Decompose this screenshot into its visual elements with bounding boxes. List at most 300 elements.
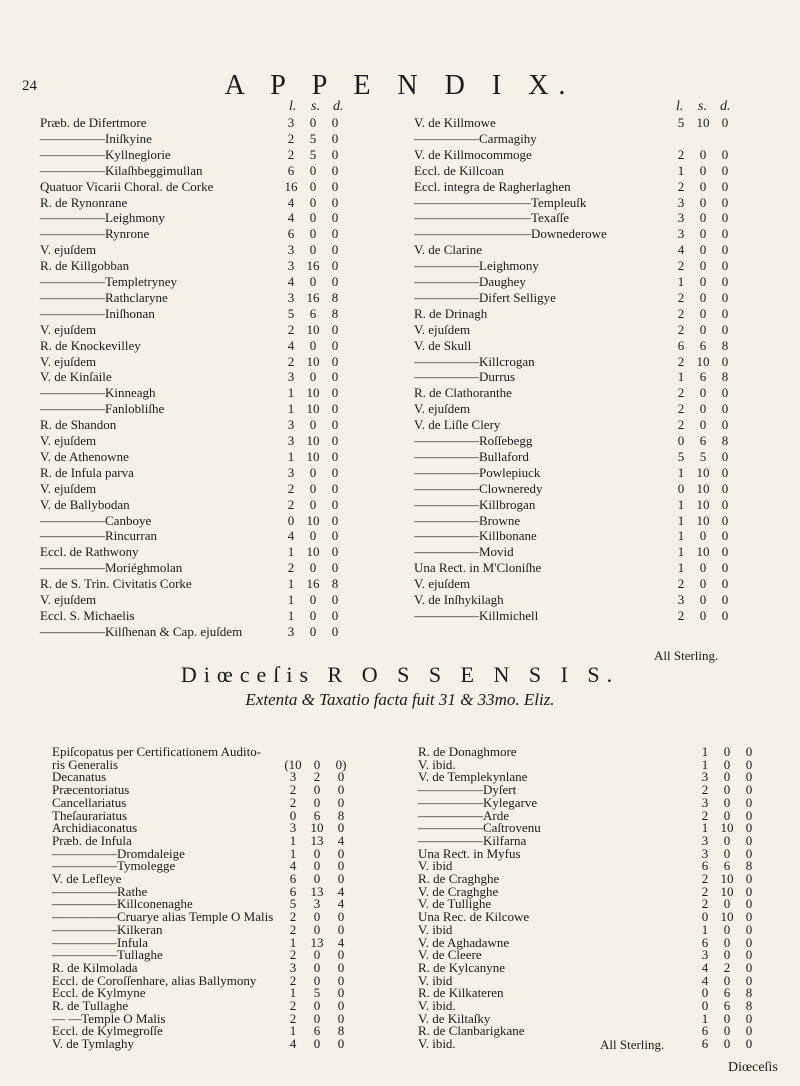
amount-pounds: 3	[677, 194, 685, 210]
amount-pence: 0	[721, 560, 729, 576]
entry-name: Eccl. de Killcoan	[414, 162, 504, 178]
amount-pounds: 2	[287, 130, 295, 146]
amount-shillings: 0	[309, 194, 317, 210]
amount-shillings: 0	[313, 921, 321, 937]
amount-pounds: 6	[701, 858, 709, 874]
amount-shillings: 0	[699, 321, 707, 337]
entry-name: —————Kylegarve	[418, 794, 538, 810]
amount-shillings: 5	[309, 146, 317, 162]
amount-pence: 0	[331, 353, 339, 369]
amount-pounds: 2	[701, 883, 709, 899]
amount-pence: 0	[721, 289, 729, 305]
amount-shillings: 0	[309, 496, 317, 512]
amount-pounds: 3	[289, 820, 297, 836]
amount-pounds: 3	[701, 794, 709, 810]
entry-name: Eccl. de Rathwony	[40, 544, 139, 560]
amount-pounds: 4	[287, 210, 295, 226]
amount-pounds: 3	[287, 433, 295, 448]
amount-pounds: 2	[287, 496, 295, 512]
amount-shillings: 10	[720, 883, 734, 899]
amount-pence: 0	[331, 162, 339, 178]
amount-pence: 0	[721, 528, 729, 544]
amount-pounds: 6	[677, 337, 685, 353]
amount-shillings: 10	[306, 544, 320, 560]
entry-name: Decanatus	[52, 769, 107, 785]
amount-pence: 0	[331, 178, 339, 194]
amount-pence: 0	[337, 947, 345, 963]
entry-name: V. de Inſhykilagh	[414, 592, 504, 607]
amount-pence: 0	[337, 845, 345, 861]
amount-pence: 0	[331, 210, 339, 226]
entry-name: V. de Killmowe	[414, 115, 496, 130]
entry-name: Eccl. de Coroſſenhare, alias Ballymony	[52, 972, 257, 988]
amount-shillings: 6	[309, 305, 317, 321]
entry-name: —————Dyſert	[418, 782, 517, 798]
amount-pence: 0	[721, 226, 729, 242]
amount-shillings: 10	[306, 448, 320, 464]
entry-name: —————Kilfarna	[418, 832, 527, 848]
amount-pounds: 1	[677, 274, 685, 289]
header-left-l: l.	[289, 99, 297, 114]
entry-name: R. de Killgobban	[40, 258, 130, 274]
amount-pence: 0	[721, 607, 729, 623]
entry-name: V. ejuſdem	[40, 480, 97, 496]
amount-shillings: 0	[309, 210, 317, 226]
entry-name: —————————Texaſſe	[414, 210, 570, 226]
catchword: Diœceſis	[728, 1060, 778, 1075]
amount-pounds: 1	[677, 496, 685, 512]
entry-name: Una Reƈt. in M'Cloniſhe	[414, 560, 542, 576]
amount-shillings: 0	[309, 560, 317, 576]
amount-shillings: 0	[309, 464, 317, 480]
amount-pounds: 1	[701, 744, 709, 759]
entry-name: —————————Templeuſk	[414, 194, 587, 210]
amount-pounds: 1	[677, 369, 685, 385]
amount-pounds: 4	[287, 337, 295, 353]
amount-shillings: 0	[309, 242, 317, 258]
amount-pounds: 1	[287, 576, 295, 592]
entry-name: R. de Shandon	[40, 417, 117, 433]
amount-pounds: 2	[677, 401, 685, 417]
amount-pounds: 4	[701, 972, 709, 988]
amount-pounds: 2	[289, 947, 297, 963]
entry-name: Epiſcopatus per Certificationem Audito-	[52, 744, 262, 759]
amount-pence: 0	[745, 756, 753, 772]
amount-pence: 8	[745, 998, 753, 1013]
diocese-title: Diœceſis R O S S E N S I S.	[180, 662, 620, 687]
amount-pence: 0	[331, 385, 339, 401]
amount-pounds: 1	[701, 1010, 709, 1026]
amount-pounds: 3	[287, 242, 295, 258]
entry-name: —————Iniſkyine	[40, 130, 152, 146]
amount-pence: 0	[331, 274, 339, 289]
entry-name: V. ibid.	[418, 756, 456, 772]
amount-shillings: 10	[720, 871, 734, 886]
amount-pounds: 6	[287, 226, 295, 242]
amount-pounds: 1	[677, 560, 685, 576]
amount-shillings: 10	[720, 820, 734, 836]
entry-name: —————Templetryney	[40, 274, 178, 289]
amount-pence: 0	[331, 607, 339, 623]
amount-pence: 0	[721, 401, 729, 417]
entry-name: R. de Drinagh	[414, 305, 488, 321]
amount-shillings: 10	[696, 496, 710, 512]
amount-shillings: 0	[699, 146, 707, 162]
amount-shillings: 0	[723, 832, 731, 848]
amount-pounds: 0	[287, 512, 295, 528]
entry-name: —————Daughey	[414, 274, 526, 289]
amount-shillings: 0	[699, 560, 707, 576]
amount-shillings: 10	[696, 512, 710, 528]
entry-name: —————Iniſhonan	[40, 305, 155, 321]
entry-name: —————Killcrogan	[414, 353, 535, 369]
amount-pence: 0	[331, 448, 339, 464]
entry-name: V. ejuſdem	[40, 433, 97, 448]
amount-shillings: 0	[309, 480, 317, 496]
amount-shillings: 0	[723, 1010, 731, 1026]
amount-pence: 8	[721, 337, 729, 353]
amount-pence: 0	[331, 623, 339, 639]
amount-pence: 0	[721, 305, 729, 321]
amount-shillings: 0	[699, 258, 707, 274]
amount-shillings: 0	[309, 592, 317, 607]
amount-pounds: 1	[677, 464, 685, 480]
entry-name: V. de Clarine	[414, 242, 482, 258]
amount-pence: 0	[331, 480, 339, 496]
amount-pounds: 2	[677, 576, 685, 592]
amount-pounds: 4	[289, 858, 297, 874]
entry-name: —————Durrus	[414, 369, 516, 385]
entry-name: —————Arde	[418, 807, 509, 823]
entry-name: —————Killmichell	[414, 607, 539, 623]
amount-pence: 0	[331, 464, 339, 480]
amount-pence: 0	[337, 959, 345, 975]
amount-shillings: 0	[699, 417, 707, 433]
amount-shillings: 0	[699, 385, 707, 401]
amount-pounds: 2	[287, 353, 295, 369]
amount-pence: 0	[721, 496, 729, 512]
amount-shillings: 0	[313, 972, 321, 988]
entry-name: V. de Killmocommoge	[414, 146, 532, 162]
amount-pounds: 1	[287, 448, 295, 464]
amount-pounds: 0	[289, 807, 297, 823]
amount-pounds: 2	[287, 146, 295, 162]
entry-name: R. de Rynonrane	[40, 194, 128, 210]
amount-pence: 4	[337, 883, 345, 899]
amount-pence: 8	[331, 576, 339, 592]
amount-shillings: 13	[310, 832, 324, 848]
amount-pence: 0	[331, 560, 339, 576]
amount-pence: 0	[331, 146, 339, 162]
amount-shillings: 10	[696, 544, 710, 560]
amount-shillings: 0	[723, 756, 731, 772]
amount-pence: 4	[337, 934, 345, 950]
amount-pounds: 3	[287, 115, 295, 130]
amount-shillings: 13	[310, 883, 324, 899]
entry-name: —————Canboye	[40, 512, 152, 528]
amount-pence: 0	[331, 130, 339, 146]
entry-name: —————Killbonane	[414, 528, 537, 544]
amount-shillings: 2	[313, 769, 321, 785]
amount-pence: 0	[721, 544, 729, 560]
amount-shillings: 6	[313, 807, 321, 823]
amount-pounds: 5	[289, 896, 297, 912]
amount-shillings: 0	[699, 607, 707, 623]
amount-pounds: 2	[677, 305, 685, 321]
entry-name: R. de Craghghe	[418, 871, 500, 886]
amount-shillings: 2	[723, 959, 731, 975]
amount-pounds: 1	[287, 385, 295, 401]
entry-name: —————Clowneredy	[414, 480, 543, 496]
entry-name: V. de Athenowne	[40, 448, 129, 464]
amount-shillings: 6	[313, 1023, 321, 1039]
amount-pounds: 3	[677, 210, 685, 226]
amount-pounds: 2	[677, 607, 685, 623]
amount-pounds: 2	[677, 146, 685, 162]
amount-pence: 0	[745, 1010, 753, 1026]
amount-shillings: 6	[699, 369, 707, 385]
entry-name: V. de Ballybodan	[40, 496, 130, 512]
entry-name: Una Reƈt. in Myfus	[418, 845, 521, 861]
entry-name: V. ibid.	[418, 998, 456, 1013]
amount-shillings: 0	[313, 947, 321, 963]
amount-pence: 0	[331, 115, 339, 130]
amount-shillings: 6	[723, 985, 731, 1001]
entry-name: V. de Cleere	[418, 947, 482, 963]
entry-name: —————Fanlobliſhe	[40, 401, 165, 417]
amount-pounds: 3	[287, 623, 295, 639]
entry-name: — —Temple O Malis	[52, 1010, 166, 1026]
amount-pounds: 3	[287, 369, 295, 385]
entry-name: Eccl. integra de Ragherlaghen	[414, 178, 571, 194]
amount-pence: 0	[721, 321, 729, 337]
amount-pence: 0	[337, 871, 345, 886]
amount-pence: 0	[337, 972, 345, 988]
page-number: 24	[22, 78, 37, 94]
amount-pounds: 2	[677, 289, 685, 305]
amount-shillings: 0	[309, 115, 317, 130]
amount-pence: 0	[745, 896, 753, 912]
amount-shillings: 10	[306, 433, 320, 448]
amount-pence: 0	[337, 998, 345, 1013]
amount-pounds: 3	[701, 947, 709, 963]
entry-name: —————Leighmony	[414, 258, 539, 274]
amount-pence: 0	[721, 162, 729, 178]
amount-pence: 8	[331, 305, 339, 321]
ledger-row	[40, 624, 346, 642]
amount-pence: 0	[721, 480, 729, 496]
top-sterling-total: All Sterling.	[654, 648, 719, 663]
amount-pounds: 6	[289, 871, 297, 886]
amount-pounds: 2	[677, 321, 685, 337]
entry-name: V. ejuſdem	[40, 592, 97, 607]
amount-pence: 0	[745, 807, 753, 823]
amount-shillings: 13	[310, 934, 324, 950]
amount-shillings: 0	[723, 782, 731, 798]
entry-name: —————Roſſebegg	[414, 433, 533, 448]
amount-pence: 0	[721, 385, 729, 401]
amount-pence: 0	[331, 242, 339, 258]
amount-pence: 0	[337, 769, 345, 785]
amount-pence: 0	[337, 794, 345, 810]
amount-shillings: 10	[720, 909, 734, 925]
entry-name: —————Rathe	[52, 883, 148, 899]
entry-name: —————————Downederowe	[414, 226, 607, 242]
amount-pounds: 3	[701, 832, 709, 848]
amount-shillings: 0	[699, 274, 707, 289]
entry-name: V. de Lefleye	[52, 871, 122, 886]
amount-shillings: 6	[723, 858, 731, 874]
diocese-subtitle: Extenta & Taxatio facta fuit 31 & 33mo. Eliz.	[245, 690, 555, 709]
amount-shillings: 0	[723, 972, 731, 988]
entry-name: R. de Kylcanyne	[418, 959, 506, 975]
amount-pence: 0	[721, 146, 729, 162]
amount-pence: 0	[331, 512, 339, 528]
entry-name: V. de Liſle Clery	[414, 417, 501, 433]
amount-pence: 0	[721, 417, 729, 433]
amount-pence: 0	[337, 782, 345, 798]
amount-shillings: 0	[699, 289, 707, 305]
amount-pence: 0	[721, 353, 729, 369]
amount-pounds: 1	[701, 921, 709, 937]
amount-shillings: 6	[723, 998, 731, 1013]
amount-shillings: 0	[313, 858, 321, 874]
amount-pounds: (10	[284, 756, 302, 772]
amount-pence: 0	[745, 832, 753, 848]
amount-pounds: 3	[287, 258, 295, 274]
amount-pounds: 2	[289, 794, 297, 810]
amount-pence: 0	[721, 464, 729, 480]
entry-name: R. de Kilmolada	[52, 959, 138, 975]
amount-shillings: 0	[723, 896, 731, 912]
amount-pence: 0	[331, 496, 339, 512]
amount-pence: 0	[337, 909, 345, 925]
amount-pence: 0	[745, 909, 753, 925]
amount-shillings: 0	[309, 226, 317, 242]
entry-name: —————Movid	[414, 544, 514, 560]
header-left-s: s.	[311, 99, 320, 114]
amount-shillings: 0	[309, 623, 317, 639]
amount-pence: 0	[337, 921, 345, 937]
amount-pence: 8	[337, 807, 345, 823]
amount-pounds: 3	[289, 769, 297, 785]
amount-pounds: 2	[701, 782, 709, 798]
running-head: A P P E N D I X.	[224, 70, 576, 101]
amount-pence: 8	[337, 1023, 345, 1039]
amount-shillings: 16	[306, 289, 320, 305]
amount-pounds: 0	[677, 480, 685, 496]
amount-pence: 0	[745, 820, 753, 836]
amount-shillings: 3	[313, 896, 321, 912]
amount-shillings: 10	[696, 480, 710, 496]
amount-shillings: 0	[313, 998, 321, 1013]
entry-name: V. de Craghghe	[418, 883, 499, 899]
entry-name: —————Powlepiuck	[414, 464, 541, 480]
amount-pence: 0	[745, 883, 753, 899]
amount-pence: 0	[745, 744, 753, 759]
amount-shillings: 0	[309, 178, 317, 194]
amount-pence: 0	[745, 934, 753, 950]
header-right-d: d.	[720, 99, 731, 114]
amount-pence: 0	[337, 1010, 345, 1026]
amount-pence: 0	[721, 448, 729, 464]
entry-name: R. de Infula parva	[40, 464, 134, 480]
entry-name: R. de Tullaghe	[52, 998, 129, 1013]
amount-pence: 0	[745, 782, 753, 798]
amount-pence: 0	[337, 858, 345, 874]
amount-pence: 0	[745, 972, 753, 988]
entry-name: Cancellariatus	[52, 794, 127, 810]
amount-pence: 0	[337, 985, 345, 1001]
amount-pounds: 3	[677, 226, 685, 242]
amount-shillings: 0	[723, 1023, 731, 1039]
entry-name: V. ibid	[418, 858, 453, 874]
amount-pence: 0	[745, 921, 753, 937]
ledger-row	[52, 1036, 352, 1054]
amount-pence: 0	[331, 258, 339, 274]
amount-pounds: 4	[287, 194, 295, 210]
amount-pounds: 2	[289, 998, 297, 1013]
entry-name: —————Killconenaghe	[52, 896, 193, 912]
amount-pence: 0	[745, 1036, 753, 1052]
amount-pounds: 3	[289, 959, 297, 975]
amount-shillings: 0	[699, 242, 707, 258]
amount-pence: 0	[331, 544, 339, 560]
entry-name: —————Bullaford	[414, 448, 529, 464]
amount-pounds: 2	[289, 782, 297, 798]
amount-pence: 0	[721, 194, 729, 210]
amount-pence: 0	[331, 592, 339, 607]
amount-shillings: 0	[723, 934, 731, 950]
amount-shillings: 6	[699, 433, 707, 448]
amount-shillings: 0	[723, 794, 731, 810]
entry-name: R. de Kilkateren	[418, 985, 504, 1001]
amount-pence: 0	[331, 337, 339, 353]
amount-pence: 0	[745, 794, 753, 810]
amount-pounds: 1	[701, 820, 709, 836]
amount-pounds: 3	[701, 769, 709, 785]
amount-pence: 0	[745, 845, 753, 861]
entry-name: Theſaurariatus	[52, 807, 128, 823]
entry-name: —————Rynrone	[40, 226, 150, 242]
amount-shillings: 10	[306, 321, 320, 337]
amount-pence: 0	[337, 1036, 345, 1052]
amount-pence: 8	[721, 369, 729, 385]
entry-name: R. de Clanbarigkane	[418, 1023, 525, 1039]
entry-name: —————Kilaſhbeggimullan	[40, 162, 203, 178]
amount-shillings: 0	[309, 417, 317, 433]
amount-pounds: 4	[701, 959, 709, 975]
amount-pounds: 2	[677, 417, 685, 433]
amount-shillings: 10	[696, 353, 710, 369]
amount-pounds: 0	[701, 985, 709, 1001]
amount-pounds: 2	[677, 353, 685, 369]
amount-pounds: 16	[284, 178, 298, 194]
amount-shillings: 0	[699, 528, 707, 544]
amount-shillings: 0	[699, 178, 707, 194]
amount-shillings: 10	[306, 512, 320, 528]
entry-name: V. de Skull	[414, 337, 472, 353]
amount-pence: 0	[721, 258, 729, 274]
amount-pence: 0	[331, 528, 339, 544]
amount-shillings: 5	[699, 448, 707, 464]
amount-pounds: 2	[677, 385, 685, 401]
amount-shillings: 5	[313, 985, 321, 1001]
entry-name: Una Rec. de Kilcowe	[418, 909, 530, 925]
amount-shillings: 0	[699, 401, 707, 417]
entry-name: —————Caſtrovenu	[418, 820, 541, 836]
amount-pence: 0	[331, 194, 339, 210]
